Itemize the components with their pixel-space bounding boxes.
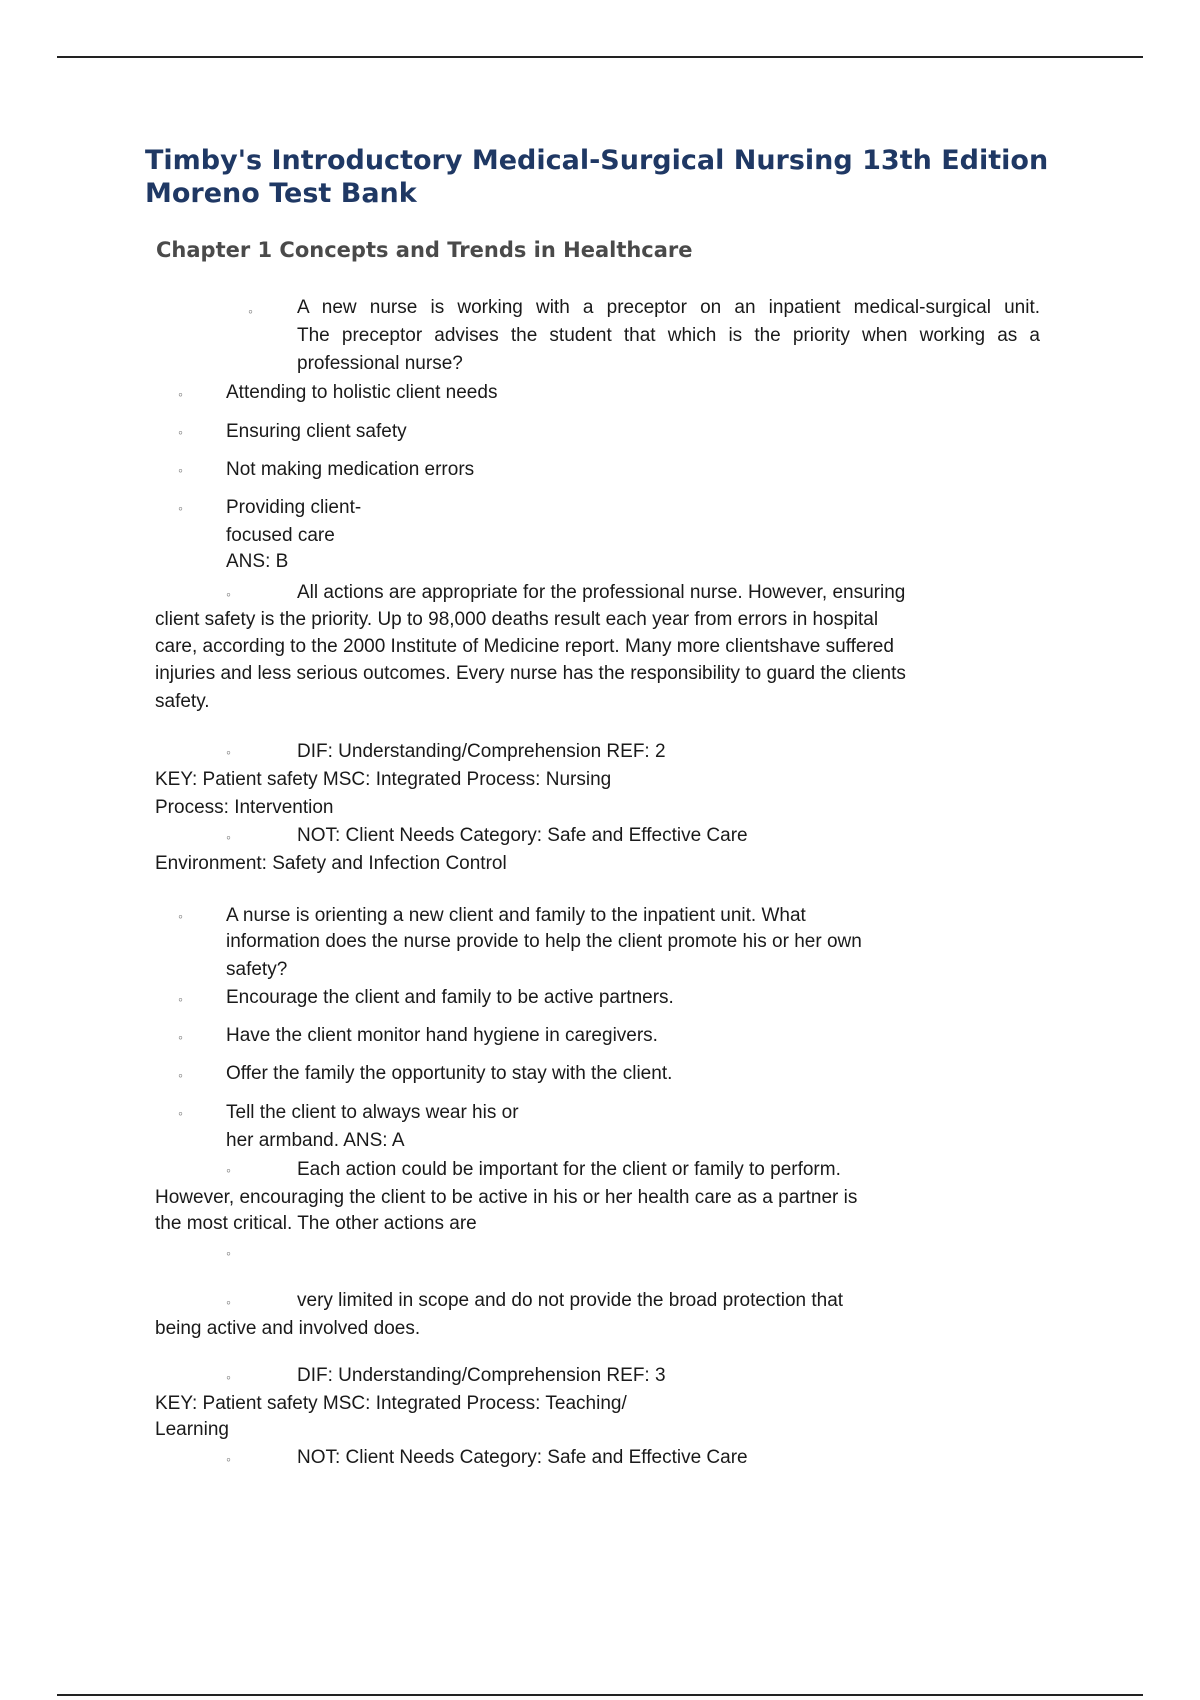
answer-option-b: Ensuring client safety bbox=[226, 421, 407, 442]
answer-option-d: Tell the client to always wear his or bbox=[226, 1102, 519, 1123]
answer-option-a: Attending to holistic client needs bbox=[226, 382, 498, 403]
rationale-line: very limited in scope and do not provide the broad protection that bbox=[297, 1290, 844, 1311]
bullet-icon: ◦ bbox=[178, 1067, 183, 1083]
bullet-icon: ◦ bbox=[226, 586, 231, 602]
question-stem-line: professional nurse? bbox=[297, 353, 463, 374]
question-stem-line: A new nurse is working with a preceptor on an inpatient medical-surgical unit. bbox=[297, 297, 1040, 318]
bullet-icon: ◦ bbox=[178, 991, 183, 1007]
answer-key: ANS: B bbox=[226, 551, 289, 572]
question-stem-line: information does the nurse provide to help the client promote his or her own bbox=[226, 931, 862, 952]
answer-option-c: Offer the family the opportunity to stay with the client. bbox=[226, 1063, 673, 1084]
bullet-icon: ◦ bbox=[178, 1105, 183, 1121]
bullet-icon: ◦ bbox=[226, 1294, 231, 1310]
rationale-line: the most critical. The other actions are bbox=[155, 1213, 477, 1234]
answer-option-d-cont: focused care bbox=[226, 525, 335, 546]
bullet-icon: ◦ bbox=[226, 1369, 231, 1385]
answer-option-a: Encourage the client and family to be active partners. bbox=[226, 987, 674, 1008]
meta-category: NOT: Client Needs Category: Safe and Effective Care bbox=[297, 825, 748, 846]
bullet-icon: ◦ bbox=[226, 1451, 231, 1467]
meta-category: NOT: Client Needs Category: Safe and Effective Care bbox=[297, 1447, 748, 1468]
meta-category-cont: Environment: Safety and Infection Control bbox=[155, 853, 507, 874]
answer-option-c: Not making medication errors bbox=[226, 459, 475, 480]
meta-difficulty: DIF: Understanding/Comprehension REF: 2 bbox=[297, 741, 666, 762]
rationale-line: All actions are appropriate for the professional nurse. However, ensuring bbox=[297, 582, 906, 603]
bullet-icon: ◦ bbox=[178, 500, 183, 516]
meta-key: KEY: Patient safety MSC: Integrated Process: Teaching/ bbox=[155, 1393, 627, 1414]
rationale-line: injuries and less serious outcomes. Every nurse has the responsibility to guard the clients bbox=[155, 663, 906, 684]
chapter-heading: Chapter 1 Concepts and Trends in Healthcare bbox=[156, 238, 693, 262]
bullet-icon: ◦ bbox=[178, 908, 183, 924]
bullet-icon: ◦ bbox=[178, 1029, 183, 1045]
footer-rule bbox=[57, 1694, 1143, 1696]
bullet-icon: ◦ bbox=[178, 424, 183, 440]
rationale-line: client safety is the priority. Up to 98,000 deaths result each year from errors in hospital bbox=[155, 609, 879, 630]
bullet-icon: ◦ bbox=[226, 1162, 231, 1178]
answer-option-d-cont: her armband. ANS: A bbox=[226, 1130, 405, 1151]
answer-option-d: Providing client- bbox=[226, 497, 362, 518]
rationale-line: However, encouraging the client to be active in his or her health care as a partner is bbox=[155, 1187, 858, 1208]
rationale-line: Each action could be important for the client or family to perform. bbox=[297, 1159, 841, 1180]
rationale-line: safety. bbox=[155, 691, 210, 712]
bullet-icon: ◦ bbox=[248, 303, 253, 319]
question-stem-line: The preceptor advises the student that which is the priority when working as a bbox=[297, 325, 1040, 346]
bullet-icon: ◦ bbox=[226, 744, 231, 760]
answer-option-b: Have the client monitor hand hygiene in caregivers. bbox=[226, 1025, 658, 1046]
question-stem-line: safety? bbox=[226, 959, 288, 980]
bullet-icon: ◦ bbox=[226, 829, 231, 845]
rationale-line: care, according to the 2000 Institute of Medicine report. Many more clientshave suffered bbox=[155, 636, 894, 657]
rationale-line: being active and involved does. bbox=[155, 1318, 421, 1339]
header-rule bbox=[57, 56, 1143, 58]
meta-key-cont: Process: Intervention bbox=[155, 797, 334, 818]
bullet-icon: ◦ bbox=[178, 462, 183, 478]
document-title: Timby's Introductory Medical-Surgical Nursing 13th Edition Moreno Test Bank bbox=[145, 145, 1049, 209]
meta-difficulty: DIF: Understanding/Comprehension REF: 3 bbox=[297, 1365, 666, 1386]
bullet-icon: ◦ bbox=[226, 1245, 231, 1261]
meta-key: KEY: Patient safety MSC: Integrated Process: Nursing bbox=[155, 769, 612, 790]
meta-key-cont: Learning bbox=[155, 1419, 229, 1440]
question-stem-line: A nurse is orienting a new client and family to the inpatient unit. What bbox=[226, 905, 806, 926]
bullet-icon: ◦ bbox=[178, 386, 183, 402]
